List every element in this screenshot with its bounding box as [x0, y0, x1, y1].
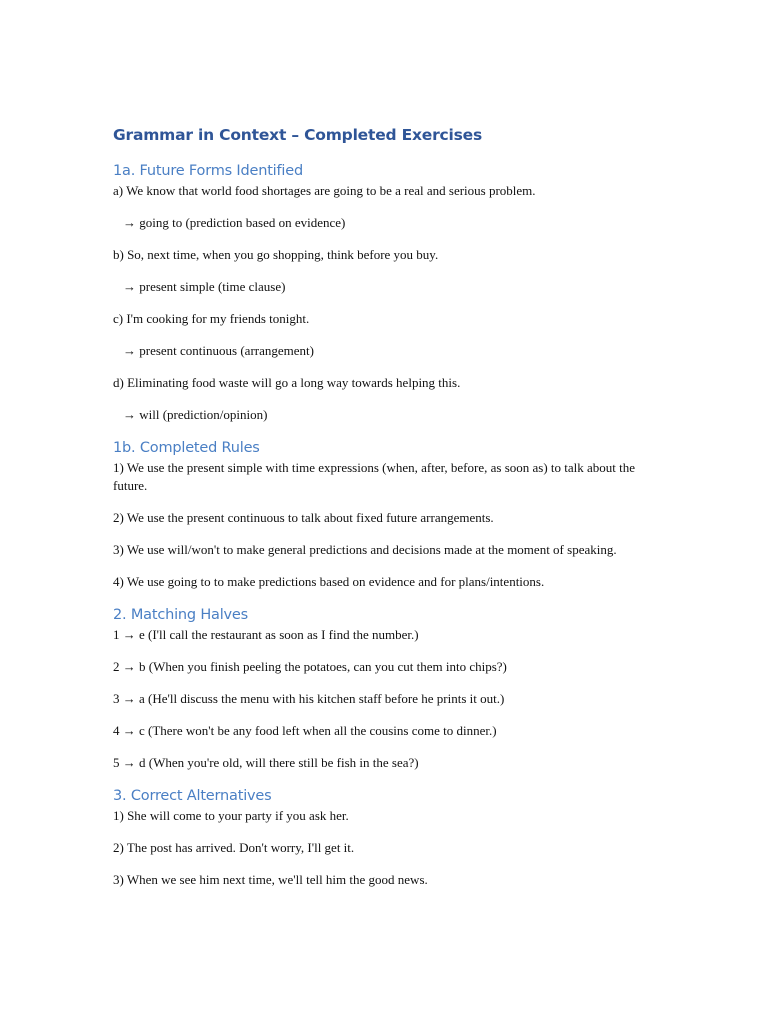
- answer-line: → present simple (time clause): [123, 279, 286, 294]
- section-future-forms: [113, 161, 658, 424]
- section-correct-alternatives: [113, 786, 658, 889]
- match-line: 1 → e (I'll call the restaurant as soon as I find the number.): [113, 627, 419, 642]
- example-sentence: c) I'm cooking for my friends tonight.: [113, 311, 310, 326]
- example-sentence: b) So, next time, when you go shopping, think before you buy.: [113, 247, 439, 262]
- section-heading: 1a. Future Forms Identified: [113, 163, 303, 179]
- example-sentence: d) Eliminating food waste will go a long way towards helping this.: [113, 375, 461, 390]
- match-line: 5 → d (When you're old, will there still be fish in the sea?): [113, 755, 419, 770]
- example-sentence: a) We know that world food shortages are going to be a real and serious problem.: [113, 183, 536, 198]
- section-heading: 3. Correct Alternatives: [113, 788, 272, 804]
- match-line: 2 → b (When you finish peeling the potatoes, can you cut them into chips?): [113, 659, 507, 674]
- match-line: 4 → c (There won't be any food left when all the cousins come to dinner.): [113, 723, 497, 738]
- alternative-line: 1) She will come to your party if you ask her.: [113, 808, 349, 823]
- section-heading: 2. Matching Halves: [113, 607, 248, 623]
- section-completed-rules: [113, 438, 658, 591]
- rule-line: 2) We use the present continuous to talk about fixed future arrangements.: [113, 510, 494, 525]
- section-heading: 1b. Completed Rules: [113, 440, 260, 456]
- document-title: Grammar in Context – Completed Exercises: [113, 126, 483, 144]
- rule-line: 3) We use will/won't to make general predictions and decisions made at the moment of speaking.: [113, 542, 617, 557]
- rule-line: 4) We use going to to make predictions based on evidence and for plans/intentions.: [113, 574, 545, 589]
- section-matching-halves: [113, 605, 658, 772]
- answer-line: → present continuous (arrangement): [123, 343, 314, 358]
- alternative-line: 2) The post has arrived. Don't worry, I'll get it.: [113, 840, 355, 855]
- answer-line: → going to (prediction based on evidence): [123, 215, 346, 230]
- rule-line: 1) We use the present simple with time expressions (when, after, before, as soon as) to talk about the future.: [113, 460, 636, 493]
- match-line: 3 → a (He'll discuss the menu with his kitchen staff before he prints it out.): [113, 691, 505, 706]
- answer-line: → will (prediction/opinion): [123, 407, 268, 422]
- document-page: [113, 124, 658, 903]
- alternative-line: 3) When we see him next time, we'll tell him the good news.: [113, 872, 428, 887]
